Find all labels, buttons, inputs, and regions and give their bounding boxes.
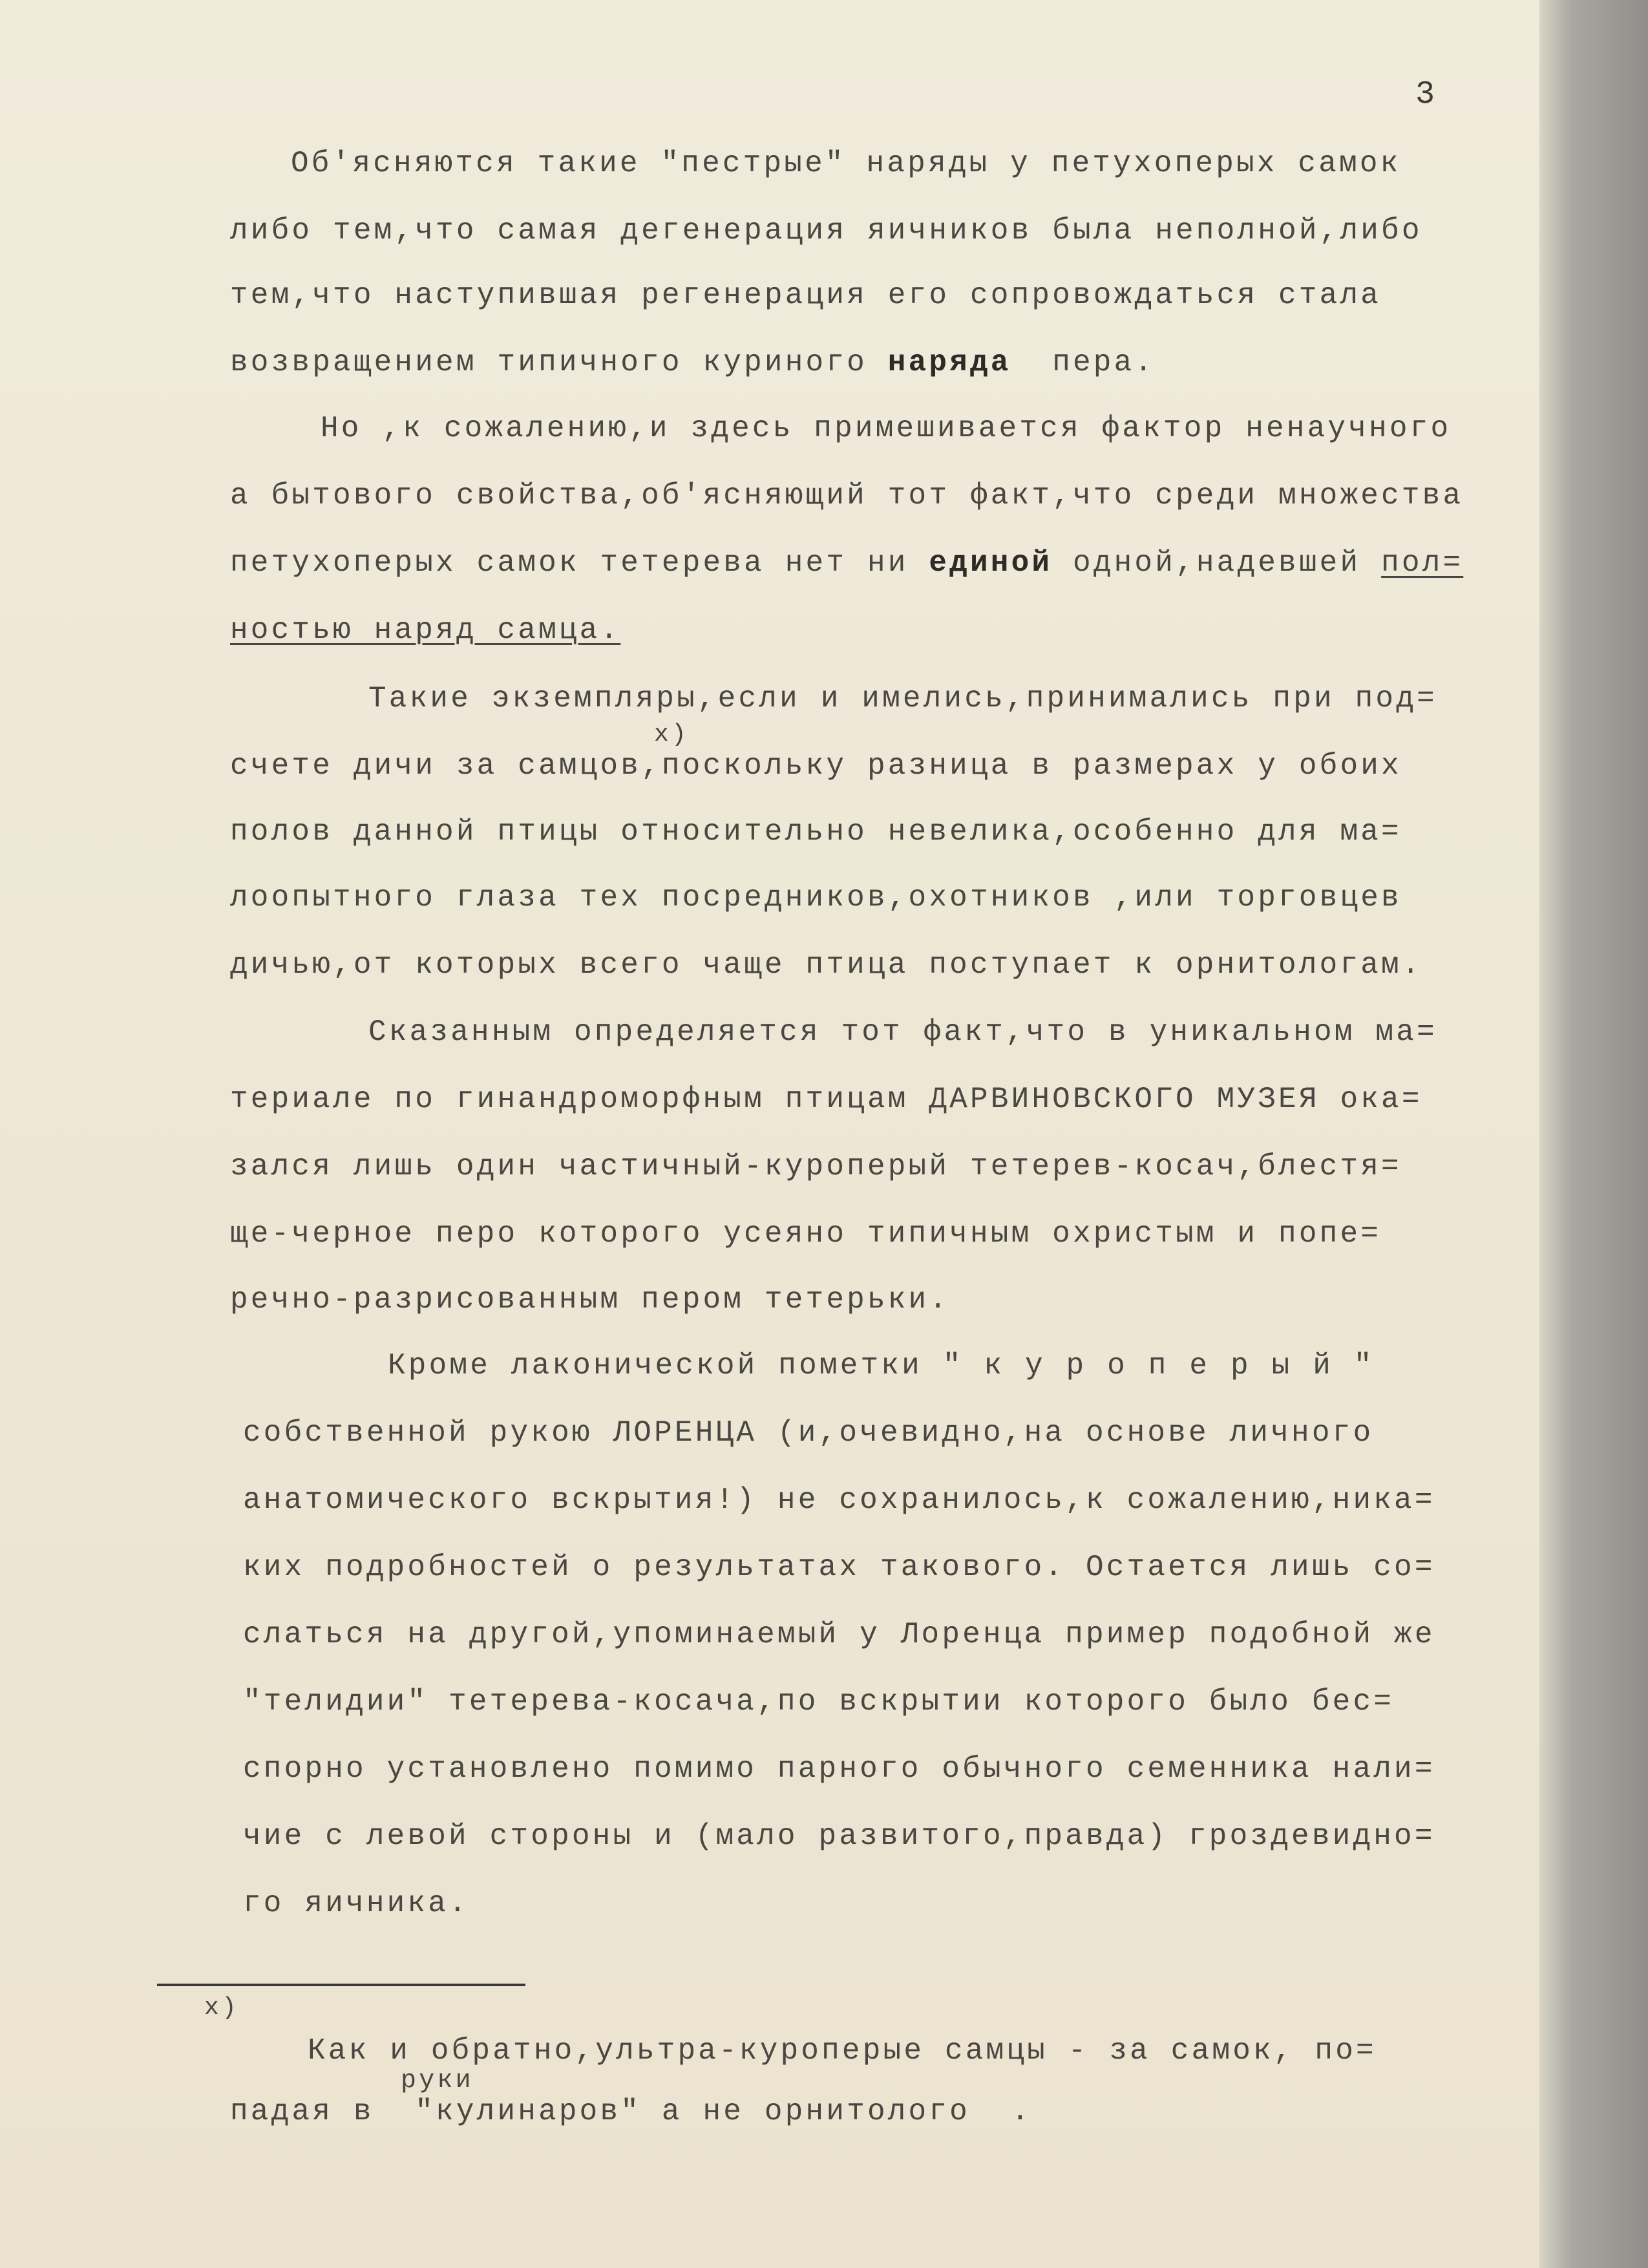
underlined-word: пол= [1381, 546, 1464, 580]
footnote-line-2: падая в "кулинаров" а не орнитолого . [230, 2095, 1032, 2128]
text-line-12: лоопытного глаза тех посредников,охотников ,или торговцев [230, 881, 1402, 915]
text-line-7-start: петухоперых самок тетерева нет ни [230, 546, 909, 580]
text-line-4-end: пера. [1052, 346, 1156, 379]
text-line-2: либо тем,что самая дегенерация яичников была неполной,либо [230, 214, 1422, 248]
text-line-18: речно-разрисованным пером тетерьки. [230, 1283, 950, 1317]
text-line-4-start: возвращением типичного куриного [230, 346, 867, 379]
text-line-23: слаться на другой,упоминаемый у Лоренца пример подобной же [243, 1618, 1435, 1651]
text-line-8: ностью наряд самца. [230, 613, 621, 647]
footnote-divider [157, 1984, 525, 1986]
text-line-13: дичью,от которых всего чаще птица поступает к орнитологам. [230, 948, 1422, 982]
text-line-10: счете дичи за самцов,поскольку разница в размерах у обоих [230, 749, 1402, 783]
struck-word: наряда [887, 346, 1011, 379]
text-line-22: ких подробностей о результатах такового. Остается лишь со= [243, 1551, 1435, 1584]
text-line-27: го яичника. [243, 1887, 469, 1920]
text-line-19: Кроме лаконической пометки " к у р о п е р ы й " [388, 1349, 1375, 1383]
text-line-26: чие с левой стороны и (мало развитого,правда) гроздевидно= [243, 1819, 1435, 1853]
text-line-20: собственной рукою ЛОРЕНЦА (и,очевидно,на основе личного [243, 1416, 1374, 1450]
text-line-21: анатомического вскрытия!) не сохранилось,к сожалению,ника= [243, 1483, 1435, 1517]
text-line-3: тем,что наступившая регенерация его сопровождаться стала [230, 279, 1382, 312]
footnote-insertion: руки [401, 2066, 474, 2095]
text-line-11: полов данной птицы относительно невелика,особенно для ма= [230, 815, 1402, 849]
footnote-reference-mark: x) [654, 721, 690, 748]
page-number: 3 [1415, 76, 1438, 113]
text-line-17: ще-черное перо которого усеяно типичным охристым и попе= [230, 1217, 1382, 1251]
text-line-5: Но ,к сожалению,и здесь примешивается фактор ненаучного [321, 412, 1452, 445]
footnote-mark: x) [204, 1994, 240, 2022]
footnote-line-1: Как и обратно,ультра-куроперые самцы - за самок, по= [308, 2034, 1377, 2068]
text-line-1: Об'ясняются такие "пестрые" наряды у петухоперых самок [291, 147, 1401, 180]
text-line-24: "телидии" тетерева-косача,по вскрытии которого было бес= [243, 1685, 1395, 1719]
text-line-6: а бытового свойства,об'ясняющий тот факт,что среди множества [230, 479, 1464, 513]
struck-word: единой [929, 546, 1053, 580]
text-line-9: Такие экземпляры,если и имелись,принимались при под= [368, 682, 1437, 715]
text-line-15: териале по гинандроморфным птицам ДАРВИНОВСКОГО МУЗЕЯ ока= [230, 1083, 1422, 1116]
text-line-16: зался лишь один частичный-куроперый тетерев-косач,блестя= [230, 1150, 1402, 1183]
text-line-7-mid: одной,надевшей [1073, 546, 1361, 580]
text-line-14: Сказанным определяется тот факт,что в уникальном ма= [368, 1015, 1437, 1049]
scan-background-edge [1539, 0, 1648, 2268]
text-line-25: спорно установлено помимо парного обычного семенника нали= [243, 1752, 1435, 1786]
text-line-7 [230, 548, 1463, 578]
text-line-4 [230, 348, 1155, 377]
